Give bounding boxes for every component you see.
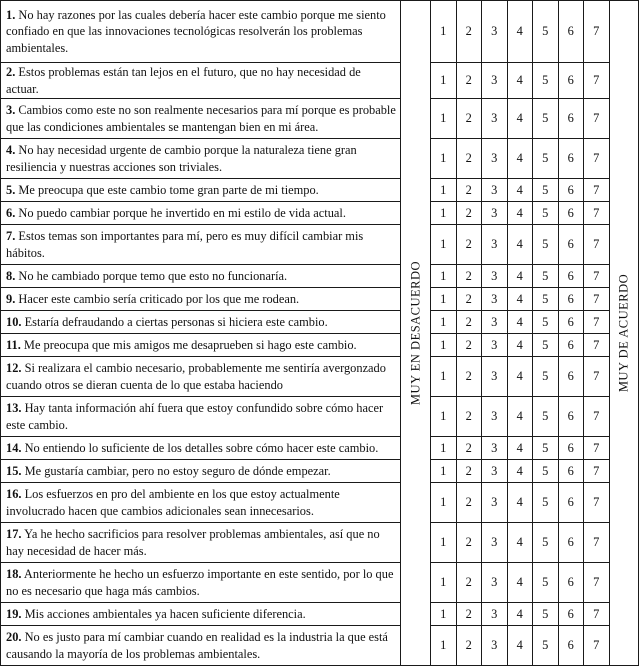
likert-option-3[interactable]: 3: [482, 139, 508, 179]
item-number: 12.: [6, 361, 22, 375]
likert-option-2[interactable]: 2: [456, 63, 482, 99]
survey-row: [1, 202, 639, 225]
likert-option-5[interactable]: 5: [533, 357, 559, 397]
scale-low-label: MUY EN DESACUERDO: [408, 260, 422, 406]
item-number: 20.: [6, 630, 22, 644]
likert-option-1[interactable]: 1: [431, 311, 457, 334]
likert-option-5[interactable]: 5: [533, 603, 559, 626]
likert-option-5[interactable]: 5: [533, 460, 559, 483]
likert-option-4[interactable]: 4: [507, 563, 533, 603]
likert-option-1[interactable]: 1: [431, 202, 457, 225]
likert-option-4[interactable]: 4: [507, 357, 533, 397]
likert-option-1[interactable]: 1: [431, 523, 457, 563]
likert-option-4[interactable]: 4: [507, 397, 533, 437]
likert-option-1[interactable]: 1: [431, 397, 457, 437]
likert-option-2[interactable]: 2: [456, 397, 482, 437]
likert-option-7[interactable]: 7: [584, 397, 610, 437]
item-number: 9.: [6, 291, 16, 306]
item-number: 2.: [6, 65, 16, 79]
likert-option-2[interactable]: 2: [456, 334, 482, 357]
survey-row: [1, 397, 639, 437]
item-number: 1.: [6, 7, 16, 22]
likert-option-7[interactable]: 7: [584, 523, 610, 563]
likert-option-7[interactable]: 7: [584, 179, 610, 202]
likert-option-6[interactable]: 6: [558, 523, 584, 563]
likert-option-3[interactable]: 3: [482, 334, 508, 357]
item-text: Anteriormente he hecho un esfuerzo importante en este sentido, por lo que no es necesario que haga más cambios.: [6, 567, 394, 598]
likert-option-6[interactable]: 6: [558, 139, 584, 179]
likert-option-4[interactable]: 4: [507, 99, 533, 139]
likert-option-5[interactable]: 5: [533, 523, 559, 563]
likert-option-5[interactable]: 5: [533, 311, 559, 334]
likert-option-7[interactable]: 7: [584, 1, 610, 63]
likert-option-3[interactable]: 3: [482, 397, 508, 437]
likert-option-1[interactable]: 1: [431, 437, 457, 460]
item-number: 15.: [6, 463, 22, 478]
likert-option-1[interactable]: 1: [431, 1, 457, 63]
likert-option-1[interactable]: 1: [431, 603, 457, 626]
likert-option-3[interactable]: 3: [482, 63, 508, 99]
item-statement-cell: [1, 139, 401, 179]
item-text: Cambios como este no son realmente necesarios para mí porque es probable que las condiciones ambientales se mantengan bien en mi área.: [6, 103, 396, 134]
likert-option-3[interactable]: 3: [482, 460, 508, 483]
survey-row: [1, 483, 639, 523]
likert-option-7[interactable]: 7: [584, 225, 610, 265]
survey-body: [1, 1, 639, 666]
likert-option-6[interactable]: 6: [558, 357, 584, 397]
likert-option-6[interactable]: 6: [558, 460, 584, 483]
likert-option-3[interactable]: 3: [482, 179, 508, 202]
likert-option-3[interactable]: 3: [482, 626, 508, 666]
survey-row: [1, 99, 639, 139]
likert-option-6[interactable]: 6: [558, 63, 584, 99]
likert-option-5[interactable]: 5: [533, 397, 559, 437]
likert-option-3[interactable]: 3: [482, 437, 508, 460]
item-text: Mis acciones ambientales ya hacen suficiente diferencia.: [24, 606, 306, 621]
likert-option-4[interactable]: 4: [507, 311, 533, 334]
likert-option-6[interactable]: 6: [558, 437, 584, 460]
likert-option-7[interactable]: 7: [584, 563, 610, 603]
item-text: Ya he hecho sacrificios para resolver problemas ambientales, así que no hay necesidad de hacer más.: [6, 527, 380, 558]
likert-option-3[interactable]: 3: [482, 225, 508, 265]
likert-option-6[interactable]: 6: [558, 288, 584, 311]
item-statement-cell: [1, 523, 401, 563]
likert-option-5[interactable]: 5: [533, 437, 559, 460]
item-statement-cell: [1, 1, 401, 63]
item-text: Hay tanta información ahí fuera que estoy confundido sobre cómo hacer este cambio.: [6, 401, 384, 432]
likert-option-5[interactable]: 5: [533, 202, 559, 225]
likert-option-1[interactable]: 1: [431, 483, 457, 523]
likert-option-2[interactable]: 2: [456, 563, 482, 603]
item-statement-cell: [1, 202, 401, 225]
survey-row: [1, 63, 639, 99]
likert-option-2[interactable]: 2: [456, 99, 482, 139]
likert-option-3[interactable]: 3: [482, 563, 508, 603]
likert-option-2[interactable]: 2: [456, 523, 482, 563]
likert-option-7[interactable]: 7: [584, 437, 610, 460]
item-number: 14.: [6, 440, 22, 455]
likert-option-5[interactable]: 5: [533, 63, 559, 99]
item-number: 10.: [6, 314, 22, 329]
survey-row: [1, 139, 639, 179]
scale-low-anchor: [401, 1, 431, 666]
likert-option-1[interactable]: 1: [431, 63, 457, 99]
survey-row: [1, 1, 639, 63]
likert-option-1[interactable]: 1: [431, 288, 457, 311]
item-statement-cell: [1, 99, 401, 139]
survey-row: [1, 626, 639, 666]
likert-option-4[interactable]: 4: [507, 225, 533, 265]
likert-option-6[interactable]: 6: [558, 603, 584, 626]
likert-option-7[interactable]: 7: [584, 483, 610, 523]
survey-row: [1, 460, 639, 483]
item-text: Me gustaría cambiar, pero no estoy seguro de dónde empezar.: [24, 463, 331, 478]
item-statement-cell: [1, 460, 401, 483]
item-number: 8.: [6, 268, 16, 283]
likert-option-2[interactable]: 2: [456, 225, 482, 265]
likert-option-1[interactable]: 1: [431, 460, 457, 483]
likert-option-6[interactable]: 6: [558, 1, 584, 63]
likert-option-7[interactable]: 7: [584, 460, 610, 483]
likert-option-5[interactable]: 5: [533, 139, 559, 179]
item-text: No entiendo lo suficiente de los detalles sobre cómo hacer este cambio.: [24, 440, 379, 455]
likert-option-7[interactable]: 7: [584, 63, 610, 99]
likert-option-1[interactable]: 1: [431, 225, 457, 265]
survey-row: [1, 357, 639, 397]
survey-row: [1, 288, 639, 311]
likert-option-6[interactable]: 6: [558, 563, 584, 603]
survey-row: [1, 311, 639, 334]
likert-option-4[interactable]: 4: [507, 179, 533, 202]
likert-option-7[interactable]: 7: [584, 357, 610, 397]
likert-option-2[interactable]: 2: [456, 603, 482, 626]
likert-option-4[interactable]: 4: [507, 139, 533, 179]
likert-option-4[interactable]: 4: [507, 334, 533, 357]
item-text: Me preocupa que este cambio tome gran parte de mi tiempo.: [18, 182, 319, 197]
item-text: Si realizara el cambio necesario, probablemente me sentiría avergonzado cuando otros se dieran cuenta de lo que estaba haciendo: [6, 361, 386, 392]
likert-option-7[interactable]: 7: [584, 288, 610, 311]
likert-option-3[interactable]: 3: [482, 1, 508, 63]
item-text: Hacer este cambio sería criticado por los que me rodean.: [18, 291, 300, 306]
item-statement-cell: [1, 311, 401, 334]
likert-option-6[interactable]: 6: [558, 397, 584, 437]
item-statement-cell: [1, 563, 401, 603]
survey-row: [1, 437, 639, 460]
likert-option-6[interactable]: 6: [558, 179, 584, 202]
item-number: 18.: [6, 567, 22, 581]
scale-high-anchor: [609, 1, 639, 666]
item-text: Me preocupa que mis amigos me desaprueben si hago este cambio.: [23, 337, 357, 352]
likert-option-3[interactable]: 3: [482, 202, 508, 225]
item-statement-cell: [1, 265, 401, 288]
item-statement-cell: [1, 437, 401, 460]
likert-option-2[interactable]: 2: [456, 265, 482, 288]
likert-option-5[interactable]: 5: [533, 483, 559, 523]
likert-option-4[interactable]: 4: [507, 265, 533, 288]
item-number: 11.: [6, 337, 21, 352]
likert-option-5[interactable]: 5: [533, 563, 559, 603]
item-text: No hay necesidad urgente de cambio porque la naturaleza tiene gran resiliencia y nuestras acciones son triviales.: [6, 143, 357, 174]
likert-option-1[interactable]: 1: [431, 357, 457, 397]
likert-option-6[interactable]: 6: [558, 483, 584, 523]
item-text: No puedo cambiar porque he invertido en mi estilo de vida actual.: [18, 205, 346, 220]
likert-option-2[interactable]: 2: [456, 139, 482, 179]
likert-option-4[interactable]: 4: [507, 202, 533, 225]
likert-option-2[interactable]: 2: [456, 460, 482, 483]
item-number: 16.: [6, 487, 22, 501]
survey-row: [1, 225, 639, 265]
item-number: 17.: [6, 527, 22, 541]
item-number: 5.: [6, 182, 16, 197]
likert-option-3[interactable]: 3: [482, 603, 508, 626]
likert-option-4[interactable]: 4: [507, 483, 533, 523]
likert-option-6[interactable]: 6: [558, 202, 584, 225]
likert-option-1[interactable]: 1: [431, 626, 457, 666]
item-number: 4.: [6, 143, 16, 157]
likert-option-6[interactable]: 6: [558, 265, 584, 288]
likert-option-2[interactable]: 2: [456, 288, 482, 311]
item-text: Estaría defraudando a ciertas personas si hiciera este cambio.: [24, 314, 328, 329]
scale-high-label: MUY DE ACUERDO: [616, 273, 631, 393]
likert-option-1[interactable]: 1: [431, 179, 457, 202]
likert-option-7[interactable]: 7: [584, 334, 610, 357]
item-text: No hay razones por las cuales debería hacer este cambio porque me siento confiado en que las innovaciones tecnológicas resolverán los problemas ambientales.: [6, 7, 386, 55]
item-statement-cell: [1, 626, 401, 666]
likert-option-3[interactable]: 3: [482, 311, 508, 334]
likert-option-6[interactable]: 6: [558, 334, 584, 357]
likert-option-1[interactable]: 1: [431, 265, 457, 288]
likert-option-5[interactable]: 5: [533, 265, 559, 288]
likert-option-2[interactable]: 2: [456, 202, 482, 225]
likert-option-7[interactable]: 7: [584, 139, 610, 179]
likert-option-4[interactable]: 4: [507, 626, 533, 666]
likert-option-6[interactable]: 6: [558, 99, 584, 139]
item-statement-cell: [1, 63, 401, 99]
item-number: 19.: [6, 606, 22, 621]
likert-option-7[interactable]: 7: [584, 265, 610, 288]
survey-row: [1, 603, 639, 626]
likert-option-5[interactable]: 5: [533, 1, 559, 63]
likert-option-3[interactable]: 3: [482, 523, 508, 563]
likert-option-5[interactable]: 5: [533, 288, 559, 311]
item-number: 3.: [6, 103, 16, 117]
likert-option-3[interactable]: 3: [482, 265, 508, 288]
item-number: 7.: [6, 229, 16, 243]
survey-row: [1, 523, 639, 563]
likert-option-4[interactable]: 4: [507, 523, 533, 563]
survey-row: [1, 334, 639, 357]
item-number: 6.: [6, 205, 16, 220]
item-statement-cell: [1, 334, 401, 357]
likert-option-4[interactable]: 4: [507, 288, 533, 311]
likert-option-3[interactable]: 3: [482, 357, 508, 397]
item-statement-cell: [1, 179, 401, 202]
likert-option-3[interactable]: 3: [482, 483, 508, 523]
likert-option-5[interactable]: 5: [533, 626, 559, 666]
likert-option-6[interactable]: 6: [558, 311, 584, 334]
item-text: Estos problemas están tan lejos en el futuro, que no hay necesidad de actuar.: [6, 65, 361, 96]
survey-row: [1, 563, 639, 603]
likert-option-2[interactable]: 2: [456, 626, 482, 666]
likert-option-2[interactable]: 2: [456, 311, 482, 334]
likert-option-2[interactable]: 2: [456, 437, 482, 460]
item-statement-cell: [1, 603, 401, 626]
likert-option-7[interactable]: 7: [584, 99, 610, 139]
item-statement-cell: [1, 357, 401, 397]
item-statement-cell: [1, 397, 401, 437]
item-statement-cell: [1, 225, 401, 265]
item-statement-cell: [1, 288, 401, 311]
likert-option-1[interactable]: 1: [431, 139, 457, 179]
item-text: Los esfuerzos en pro del ambiente en los que estoy actualmente involucrado hacen que cambios adicionales sean innecesarios.: [6, 487, 340, 518]
likert-option-7[interactable]: 7: [584, 626, 610, 666]
item-statement-cell: [1, 483, 401, 523]
likert-option-4[interactable]: 4: [507, 603, 533, 626]
likert-option-1[interactable]: 1: [431, 334, 457, 357]
likert-option-7[interactable]: 7: [584, 603, 610, 626]
likert-option-3[interactable]: 3: [482, 288, 508, 311]
item-text: No es justo para mí cambiar cuando en realidad es la industria la que está causando la mayoría de los problemas ambientales.: [6, 630, 388, 661]
likert-option-2[interactable]: 2: [456, 1, 482, 63]
item-text: No he cambiado porque temo que esto no funcionaría.: [18, 268, 288, 283]
likert-option-2[interactable]: 2: [456, 179, 482, 202]
likert-option-1[interactable]: 1: [431, 563, 457, 603]
item-text: Estos temas son importantes para mí, pero es muy difícil cambiar mis hábitos.: [6, 229, 364, 260]
survey-row: [1, 265, 639, 288]
likert-option-3[interactable]: 3: [482, 99, 508, 139]
survey-row: [1, 179, 639, 202]
likert-option-6[interactable]: 6: [558, 225, 584, 265]
likert-option-5[interactable]: 5: [533, 225, 559, 265]
item-number: 13.: [6, 401, 22, 415]
likert-option-6[interactable]: 6: [558, 626, 584, 666]
likert-option-4[interactable]: 4: [507, 63, 533, 99]
likert-option-2[interactable]: 2: [456, 483, 482, 523]
likert-option-4[interactable]: 4: [507, 460, 533, 483]
likert-option-4[interactable]: 4: [507, 437, 533, 460]
likert-option-7[interactable]: 7: [584, 311, 610, 334]
likert-option-7[interactable]: 7: [584, 202, 610, 225]
likert-option-5[interactable]: 5: [533, 179, 559, 202]
likert-option-5[interactable]: 5: [533, 99, 559, 139]
likert-option-1[interactable]: 1: [431, 99, 457, 139]
likert-option-4[interactable]: 4: [507, 1, 533, 63]
likert-option-2[interactable]: 2: [456, 357, 482, 397]
likert-option-5[interactable]: 5: [533, 334, 559, 357]
